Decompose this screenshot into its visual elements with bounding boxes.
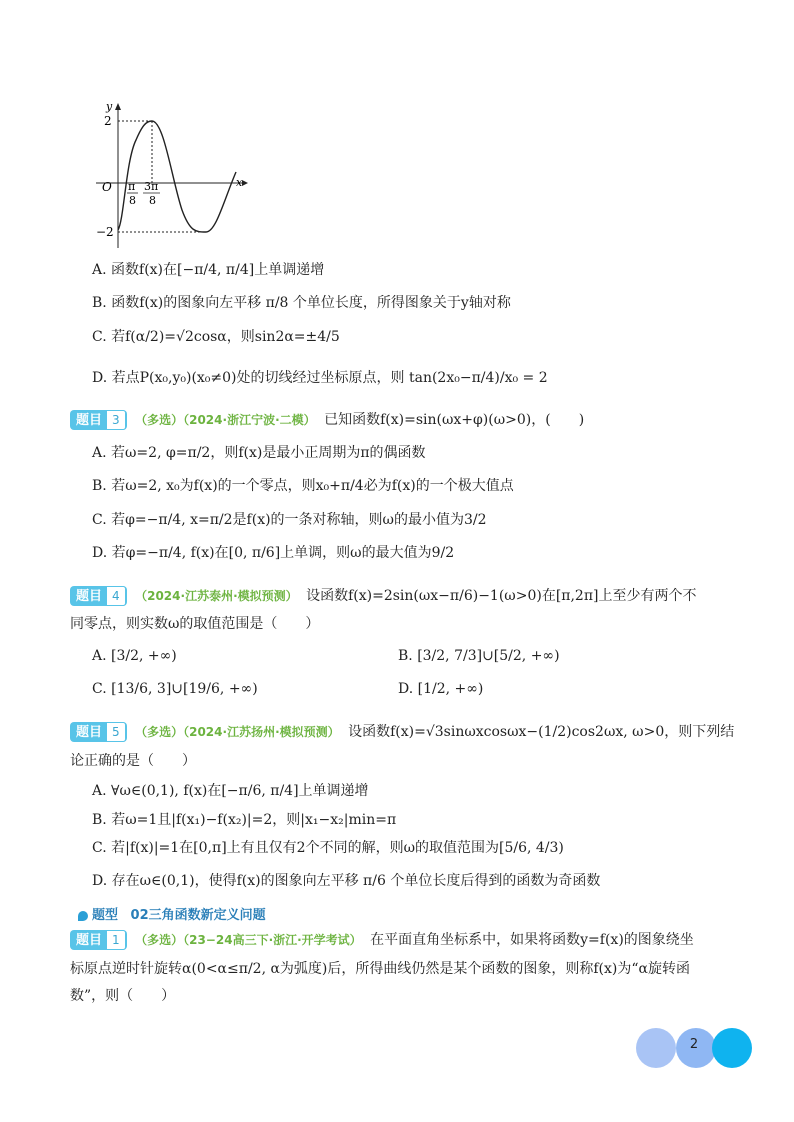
q5-option-d: D. 存在ω∈(0,1)，使得f(x)的图象向左平移 π/6 个单位长度后得到的函数为奇函数 <box>92 873 601 889</box>
q5-tag: （多选）（2024·江苏扬州·模拟预测） <box>135 725 340 739</box>
x-tick1-num: π <box>128 180 136 193</box>
q3-tag: （多选）（2024·浙江宁波·二模） <box>135 413 316 427</box>
q3-option-b: B. 若ω=2, x₀为f(x)的一个零点，则x₀+π/4必为f(x)的一个极大值点 <box>92 478 514 494</box>
x-axis-arrow <box>242 180 248 186</box>
origin-label: O <box>102 180 112 194</box>
topic-title: 02三角函数新定义问题 <box>130 908 266 923</box>
y-min-label: −2 <box>96 225 114 239</box>
q6-badge <box>70 930 127 950</box>
q2-option-d: D. 若点P(x₀,y₀)(x₀≠0)处的切线经过坐标原点，则 tan(2x₀−π/4)/x₀ = 2 <box>92 370 548 386</box>
q6-number: 1 <box>106 930 126 950</box>
q6-badge-label: 题目 <box>76 933 103 948</box>
q3-badge-label: 题目 <box>76 413 103 428</box>
q2-option-a: A. 函数f(x)在[−π/4, π/4]上单调递增 <box>92 262 325 278</box>
q5-option-b: B. 若ω=1且|f(x₁)−f(x₂)|=2，则|x₁−x₂|min=π <box>92 812 397 828</box>
q2-option-c: C. 若f(α/2)=√2cosα，则sin2α=±4/5 <box>92 329 340 345</box>
q5-stem: 设函数f(x)=√3sinωxcosωx−(1/2)cos2ωx, ω>0，则下列结 <box>348 724 735 740</box>
q6-stem-cont: 标原点逆时针旋转α(0<α≤π/2, α为弧度)后，所得曲线仍然是某个函数的图象，则称f(x)为“α旋转函 <box>70 961 690 977</box>
q5-option-a: A. ∀ω∈(0,1), f(x)在[−π/6, π/4]上单调递增 <box>92 783 369 799</box>
q6-tag: （多选）（23−24高三下·浙江·开学考试） <box>135 933 362 947</box>
y-axis-label: y <box>106 100 113 113</box>
x-tick2-den: 8 <box>149 194 156 207</box>
q4-option-b: B. [3/2, 7/3]∪[5/2, +∞) <box>398 648 560 664</box>
q4-tag: （2024·江苏泰州·模拟预测） <box>135 589 298 603</box>
q5-badge <box>70 722 127 742</box>
q4-stem-cont: 同零点，则实数ω的取值范围是（ ） <box>70 616 320 632</box>
function-graph <box>96 100 256 250</box>
page-circle-left <box>636 1028 676 1068</box>
q6-header <box>70 930 730 950</box>
q3-option-c: C. 若φ=−π/4, x=π/2是f(x)的一条对称轴，则ω的最小值为3/2 <box>92 512 487 528</box>
page-circle-right <box>712 1028 752 1068</box>
q3-header <box>70 410 730 430</box>
q3-number: 3 <box>106 410 126 430</box>
q6-stem-cont2: 数”，则（ ） <box>70 988 176 1004</box>
q4-option-c: C. [13/6, 3]∪[19/6, +∞) <box>92 681 258 697</box>
q2-option-b: B. 函数f(x)的图象向左平移 π/8 个单位长度，所得图象关于y轴对称 <box>92 295 511 311</box>
q4-number: 4 <box>106 586 126 606</box>
q4-stem: 设函数f(x)=2sin(ωx−π/6)−1(ω>0)在[π,2π]上至少有两个不 <box>306 588 697 604</box>
q3-stem: 已知函数f(x)=sin(ωx+φ)(ω>0)，( ) <box>324 412 585 428</box>
sine-curve <box>118 121 236 232</box>
q6-stem: 在平面直角坐标系中，如果将函数y=f(x)的图象绕坐 <box>370 932 694 948</box>
q5-header <box>70 722 735 742</box>
q3-option-d: D. 若φ=−π/4, f(x)在[0, π/6]上单调，则ω的最大值为9/2 <box>92 545 455 561</box>
topic-heading <box>78 904 266 923</box>
q4-option-d: D. [1/2, +∞) <box>398 681 484 697</box>
q3-badge <box>70 410 127 430</box>
q3-option-a: A. 若ω=2, φ=π/2，则f(x)是最小正周期为π的偶函数 <box>92 445 426 461</box>
q4-header <box>70 586 730 606</box>
y-max-label: 2 <box>104 114 112 128</box>
x-tick1-den: 8 <box>129 194 136 207</box>
q4-option-a: A. [3/2, +∞) <box>92 648 177 664</box>
y-axis-arrow <box>115 103 121 110</box>
x-axis-label: x <box>236 176 243 189</box>
q4-badge-label: 题目 <box>76 589 103 604</box>
q4-badge <box>70 586 127 606</box>
topic-marker-icon <box>78 911 88 921</box>
q5-option-c: C. 若|f(x)|=1在[0,π]上有且仅有2个不同的解，则ω的取值范围为[5/6, 4/3) <box>92 840 564 856</box>
q5-number: 5 <box>106 722 126 742</box>
page-number: 2 <box>689 1037 699 1052</box>
q5-badge-label: 题目 <box>76 725 103 740</box>
q5-stem-cont: 论正确的是（ ） <box>70 753 196 769</box>
x-tick2-num: 3π <box>144 180 159 193</box>
topic-label: 题型 <box>92 908 119 923</box>
